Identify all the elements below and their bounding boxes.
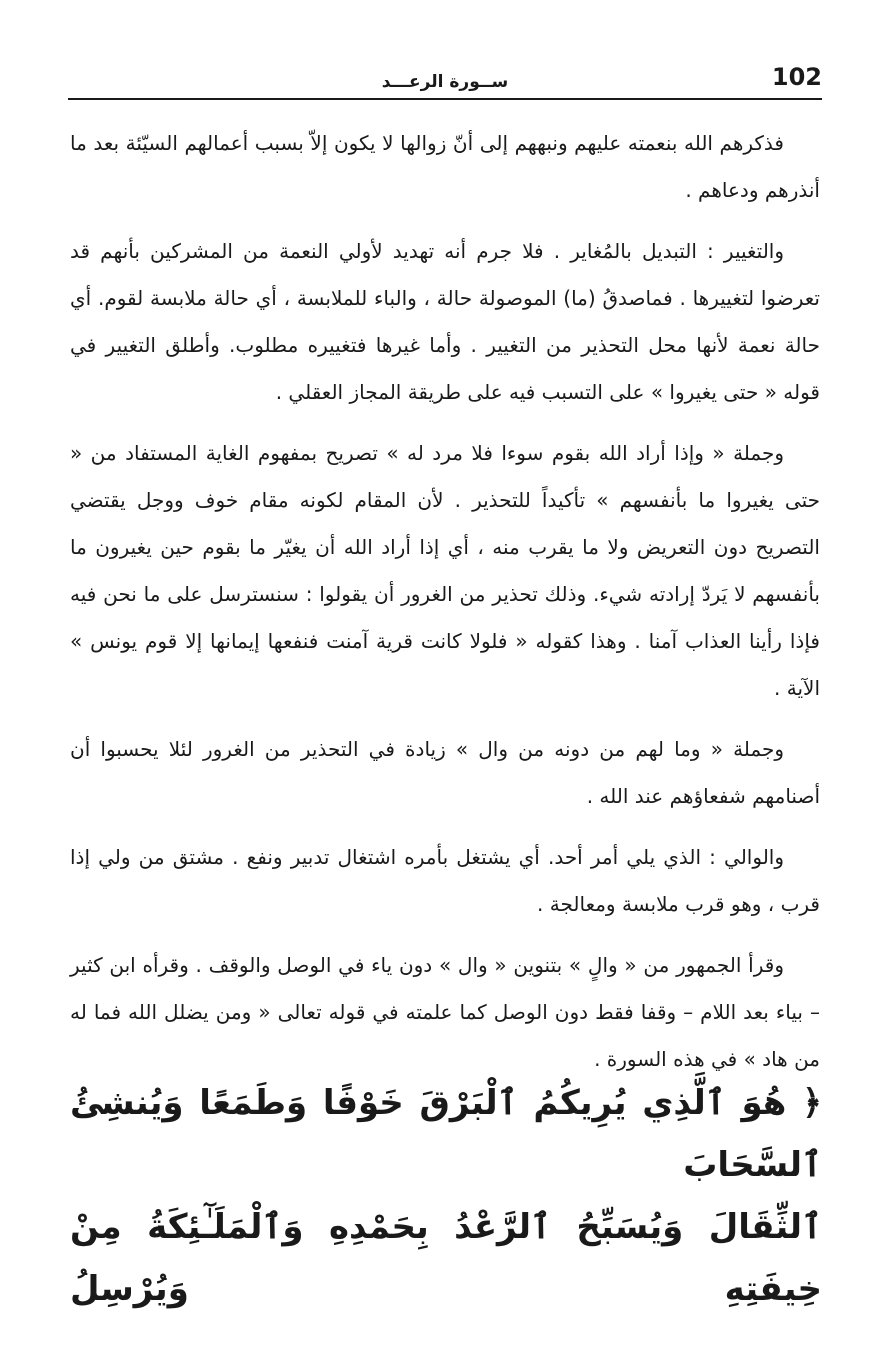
page-header [68,62,822,102]
paragraph: وجملة « وما لهم من دونه من وال » زيادة في التحذير من الغرور لئلا يحسبوا أن أصنامهم شفعاؤهم عند الله . [70,737,820,808]
quran-verse [70,1072,822,1320]
commentary-body [70,120,820,1097]
paragraph: وقرأ الجمهور من « والٍ » بتنوين « وال » دون ياء في الوصل والوقف . وقرأه ابن كثير – بياء بعد اللام – وقفا فقط دون الوصل كما علمته في قوله تعالى « ومن يضلل الله فما له من هاد » في هذه السورة . [70,953,820,1071]
header-rule [68,98,822,100]
quran-verse-line: ﴿ هُوَ ٱلَّذِي يُرِيكُمُ ٱلْبَرْقَ خَوْفًا وَطَمَعًا وَيُنشِئُ ٱلسَّحَابَ [70,1083,822,1185]
running-title: ســورة الرعـــد [381,72,509,92]
paragraph: وجملة « وإذا أراد الله بقوم سوءا فلا مرد له » تصريح بمفهوم الغاية المستفاد من « حتى يغيروا ما بأنفسهم » تأكيداً للتحذير . لأن المقام لكونه مقام خوف ووجل يقتضي التصريح دون التعريض ولا ما يقرب منه ، أي إذا أراد الله أن يغيّر ما بقوم حين يغيرون ما بأنفسهم لا يَردّ إرادته شيء. وذلك تحذير من الغرور أن يقولوا : سنسترسل على ما نحن فيه فإذا رأينا العذاب آمنا . وهذا كقوله « فلولا كانت قرية آمنت فنفعها إيمانها إلا قوم يونس » الآية . [70,441,820,700]
paragraph: فذكرهم الله بنعمته عليهم ونبههم إلى أنّ زوالها لا يكون إلاّ بسبب أعمالهم السيّئة بعد ما أنذرهم ودعاهم . [70,131,820,202]
paragraph: والتغيير : التبديل بالمُغاير . فلا جرم أنه تهديد لأولي النعمة من المشركين بأنهم قد تعرضوا لتغييرها . فماصدقُ (ما) الموصولة حالة ، والباء للملابسة ، أي حالة ملابسة لقوم. أي حالة نعمة لأنها محل التحذير من التغيير . وأما غيرها فتغييره مطلوب. وأطلق التغيير في قوله « حتى يغيروا » على التسبب فيه على طريقة المجاز العقلي . [70,239,820,404]
paragraph: والوالي : الذي يلي أمر أحد. أي يشتغل بأمره اشتغال تدبير ونفع . مشتق من ولي إذا قرب ، وهو قرب ملابسة ومعالجة . [70,845,820,916]
page-number: 102 [771,63,822,91]
quran-verse-line: ٱلثِّقَالَ وَيُسَبِّحُ ٱلرَّعْدُ بِحَمْدِهِ وَٱلْمَلَـٰٓئِكَةُ مِنْ خِيفَتِهِ وَيُرْسِلُ [70,1207,822,1309]
